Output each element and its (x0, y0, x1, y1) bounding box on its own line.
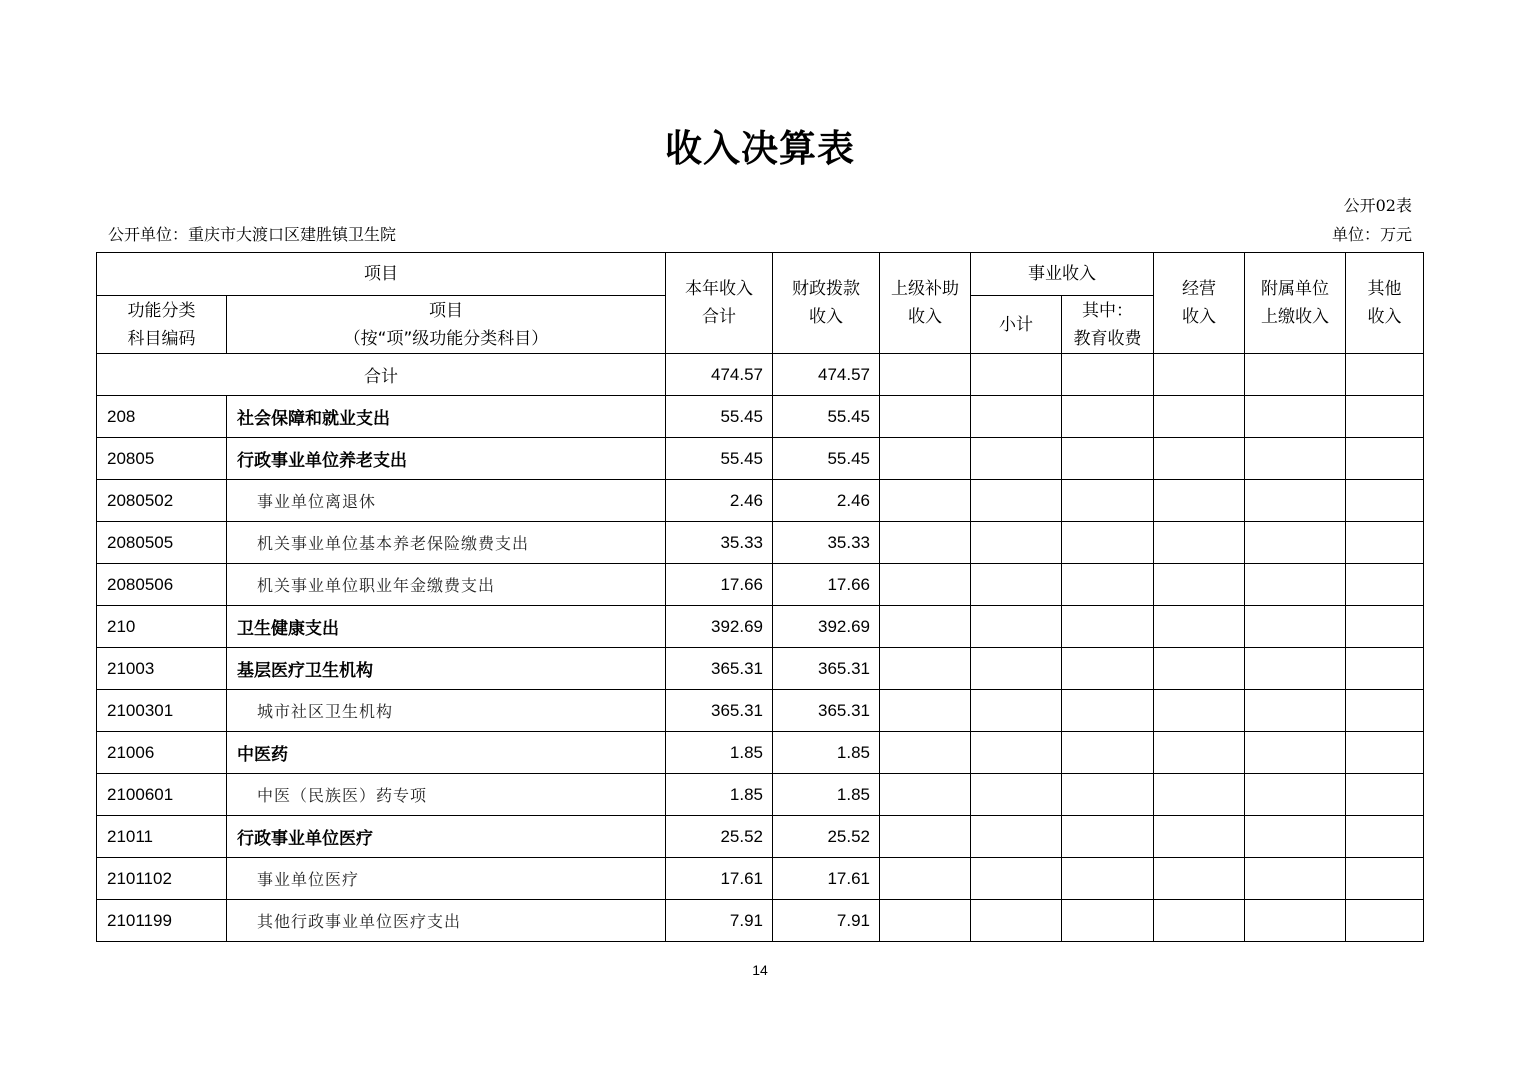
row-name: 中医药 (227, 732, 666, 774)
empty-cell (880, 690, 971, 732)
row-name: 卫生健康支出 (227, 606, 666, 648)
empty-cell (1245, 648, 1346, 690)
header-total: 本年收入 合计 (666, 253, 773, 354)
header-subtotal: 小计 (971, 296, 1062, 354)
header-education-fee: 其中： 教育收费 (1062, 296, 1154, 354)
row-fiscal: 1.85 (773, 732, 880, 774)
empty-cell (1154, 480, 1245, 522)
row-fiscal: 17.61 (773, 858, 880, 900)
empty-cell (971, 690, 1062, 732)
total-row (97, 354, 1424, 396)
table-row (97, 858, 1424, 900)
empty-cell (880, 900, 971, 942)
row-total: 17.61 (666, 858, 773, 900)
empty-cell (1154, 648, 1245, 690)
empty-cell (1154, 564, 1245, 606)
empty-cell (1245, 732, 1346, 774)
empty-cell (1154, 732, 1245, 774)
row-name: 社会保障和就业支出 (227, 396, 666, 438)
row-code: 21011 (97, 816, 227, 858)
empty-cell (1154, 438, 1245, 480)
empty-cell (1062, 774, 1154, 816)
empty-cell (1062, 690, 1154, 732)
header-fiscal: 财政拨款 收入 (773, 253, 880, 354)
empty-cell (971, 732, 1062, 774)
table-row (97, 732, 1424, 774)
row-code: 20805 (97, 438, 227, 480)
empty-cell (1346, 774, 1424, 816)
empty-cell (971, 816, 1062, 858)
empty-cell (971, 774, 1062, 816)
row-fiscal: 55.45 (773, 396, 880, 438)
empty-cell (1346, 396, 1424, 438)
row-code: 21003 (97, 648, 227, 690)
empty-cell (1062, 816, 1154, 858)
row-total: 7.91 (666, 900, 773, 942)
empty-cell (1346, 900, 1424, 942)
page-title: 收入决算表 (665, 127, 855, 170)
empty-cell (1245, 606, 1346, 648)
total-income: 474.57 (666, 354, 773, 396)
empty-cell (1062, 480, 1154, 522)
empty-cell (1245, 858, 1346, 900)
table-row (97, 690, 1424, 732)
empty-cell (880, 606, 971, 648)
empty-cell (880, 438, 971, 480)
table-row (97, 438, 1424, 480)
empty-cell (1062, 438, 1154, 480)
empty-cell (1062, 354, 1154, 396)
empty-cell (971, 438, 1062, 480)
empty-cell (1062, 522, 1154, 564)
table-number: 公开02表 (1343, 196, 1412, 215)
empty-cell (971, 480, 1062, 522)
empty-cell (971, 648, 1062, 690)
empty-cell (1245, 438, 1346, 480)
row-total: 2.46 (666, 480, 773, 522)
empty-cell (1154, 354, 1245, 396)
page-number: 14 (752, 962, 768, 978)
empty-cell (1245, 480, 1346, 522)
row-code: 2080505 (97, 522, 227, 564)
row-name: 事业单位医疗 (227, 858, 666, 900)
empty-cell (1346, 564, 1424, 606)
total-fiscal: 474.57 (773, 354, 880, 396)
empty-cell (1062, 648, 1154, 690)
row-fiscal: 365.31 (773, 648, 880, 690)
row-name: 城市社区卫生机构 (227, 690, 666, 732)
row-code: 2101102 (97, 858, 227, 900)
empty-cell (1346, 606, 1424, 648)
empty-cell (880, 774, 971, 816)
empty-cell (1346, 858, 1424, 900)
header-affiliated: 附属单位 上缴收入 (1245, 253, 1346, 354)
row-name: 其他行政事业单位医疗支出 (227, 900, 666, 942)
row-code: 2100301 (97, 690, 227, 732)
empty-cell (880, 480, 971, 522)
empty-cell (1245, 774, 1346, 816)
header-other: 其他 收入 (1346, 253, 1424, 354)
row-code: 21006 (97, 732, 227, 774)
row-fiscal: 365.31 (773, 690, 880, 732)
empty-cell (1346, 690, 1424, 732)
empty-cell (1245, 564, 1346, 606)
empty-cell (1154, 690, 1245, 732)
header-code: 功能分类 科目编码 (97, 296, 227, 354)
row-code: 2080506 (97, 564, 227, 606)
row-total: 17.66 (666, 564, 773, 606)
empty-cell (880, 564, 971, 606)
row-total: 1.85 (666, 774, 773, 816)
empty-cell (1154, 816, 1245, 858)
row-name: 机关事业单位基本养老保险缴费支出 (227, 522, 666, 564)
table-row (97, 480, 1424, 522)
empty-cell (1245, 900, 1346, 942)
header-business: 经营 收入 (1154, 253, 1245, 354)
empty-cell (1245, 816, 1346, 858)
table-row (97, 774, 1424, 816)
empty-cell (1154, 774, 1245, 816)
empty-cell (880, 648, 971, 690)
row-fiscal: 7.91 (773, 900, 880, 942)
income-table (96, 252, 1424, 942)
empty-cell (880, 816, 971, 858)
row-code: 2080502 (97, 480, 227, 522)
row-fiscal: 25.52 (773, 816, 880, 858)
row-total: 1.85 (666, 732, 773, 774)
reporting-unit: 公开单位：重庆市大渡口区建胜镇卫生院 (108, 225, 397, 244)
row-code: 210 (97, 606, 227, 648)
row-fiscal: 1.85 (773, 774, 880, 816)
header-item: 项目 (97, 253, 666, 296)
empty-cell (1346, 732, 1424, 774)
total-label: 合计 (97, 354, 666, 396)
row-total: 365.31 (666, 690, 773, 732)
row-total: 55.45 (666, 438, 773, 480)
empty-cell (1245, 396, 1346, 438)
empty-cell (1346, 816, 1424, 858)
table-row (97, 900, 1424, 942)
empty-cell (1346, 648, 1424, 690)
empty-cell (1154, 522, 1245, 564)
header-career: 事业收入 (971, 253, 1154, 296)
row-fiscal: 392.69 (773, 606, 880, 648)
empty-cell (1062, 732, 1154, 774)
table-row (97, 816, 1424, 858)
empty-cell (971, 606, 1062, 648)
empty-cell (1154, 606, 1245, 648)
row-fiscal: 35.33 (773, 522, 880, 564)
row-fiscal: 55.45 (773, 438, 880, 480)
currency-unit: 单位：万元 (1331, 225, 1412, 244)
empty-cell (971, 354, 1062, 396)
row-code: 2100601 (97, 774, 227, 816)
empty-cell (1346, 522, 1424, 564)
row-code: 208 (97, 396, 227, 438)
empty-cell (1346, 354, 1424, 396)
row-name: 中医（民族医）药专项 (227, 774, 666, 816)
row-name: 行政事业单位医疗 (227, 816, 666, 858)
table-row (97, 606, 1424, 648)
empty-cell (1062, 396, 1154, 438)
empty-cell (1062, 564, 1154, 606)
row-total: 35.33 (666, 522, 773, 564)
table-row (97, 648, 1424, 690)
empty-cell (880, 858, 971, 900)
empty-cell (880, 396, 971, 438)
header-upper-subsidy: 上级补助 收入 (880, 253, 971, 354)
empty-cell (1062, 606, 1154, 648)
row-total: 392.69 (666, 606, 773, 648)
empty-cell (1245, 522, 1346, 564)
empty-cell (880, 732, 971, 774)
empty-cell (971, 900, 1062, 942)
empty-cell (1346, 438, 1424, 480)
empty-cell (971, 396, 1062, 438)
row-total: 365.31 (666, 648, 773, 690)
header-name: 项目 （按“项”级功能分类科目） (227, 296, 666, 354)
row-fiscal: 17.66 (773, 564, 880, 606)
row-name: 行政事业单位养老支出 (227, 438, 666, 480)
empty-cell (1154, 858, 1245, 900)
table-row (97, 522, 1424, 564)
table-row (97, 396, 1424, 438)
row-total: 25.52 (666, 816, 773, 858)
row-code: 2101199 (97, 900, 227, 942)
empty-cell (1062, 900, 1154, 942)
empty-cell (971, 522, 1062, 564)
empty-cell (1346, 480, 1424, 522)
empty-cell (1245, 690, 1346, 732)
row-name: 事业单位离退休 (227, 480, 666, 522)
empty-cell (971, 858, 1062, 900)
empty-cell (880, 522, 971, 564)
empty-cell (1062, 858, 1154, 900)
row-name: 基层医疗卫生机构 (227, 648, 666, 690)
row-name: 机关事业单位职业年金缴费支出 (227, 564, 666, 606)
empty-cell (971, 564, 1062, 606)
table-row (97, 564, 1424, 606)
empty-cell (1245, 354, 1346, 396)
row-fiscal: 2.46 (773, 480, 880, 522)
empty-cell (1154, 900, 1245, 942)
empty-cell (880, 354, 971, 396)
row-total: 55.45 (666, 396, 773, 438)
empty-cell (1154, 396, 1245, 438)
